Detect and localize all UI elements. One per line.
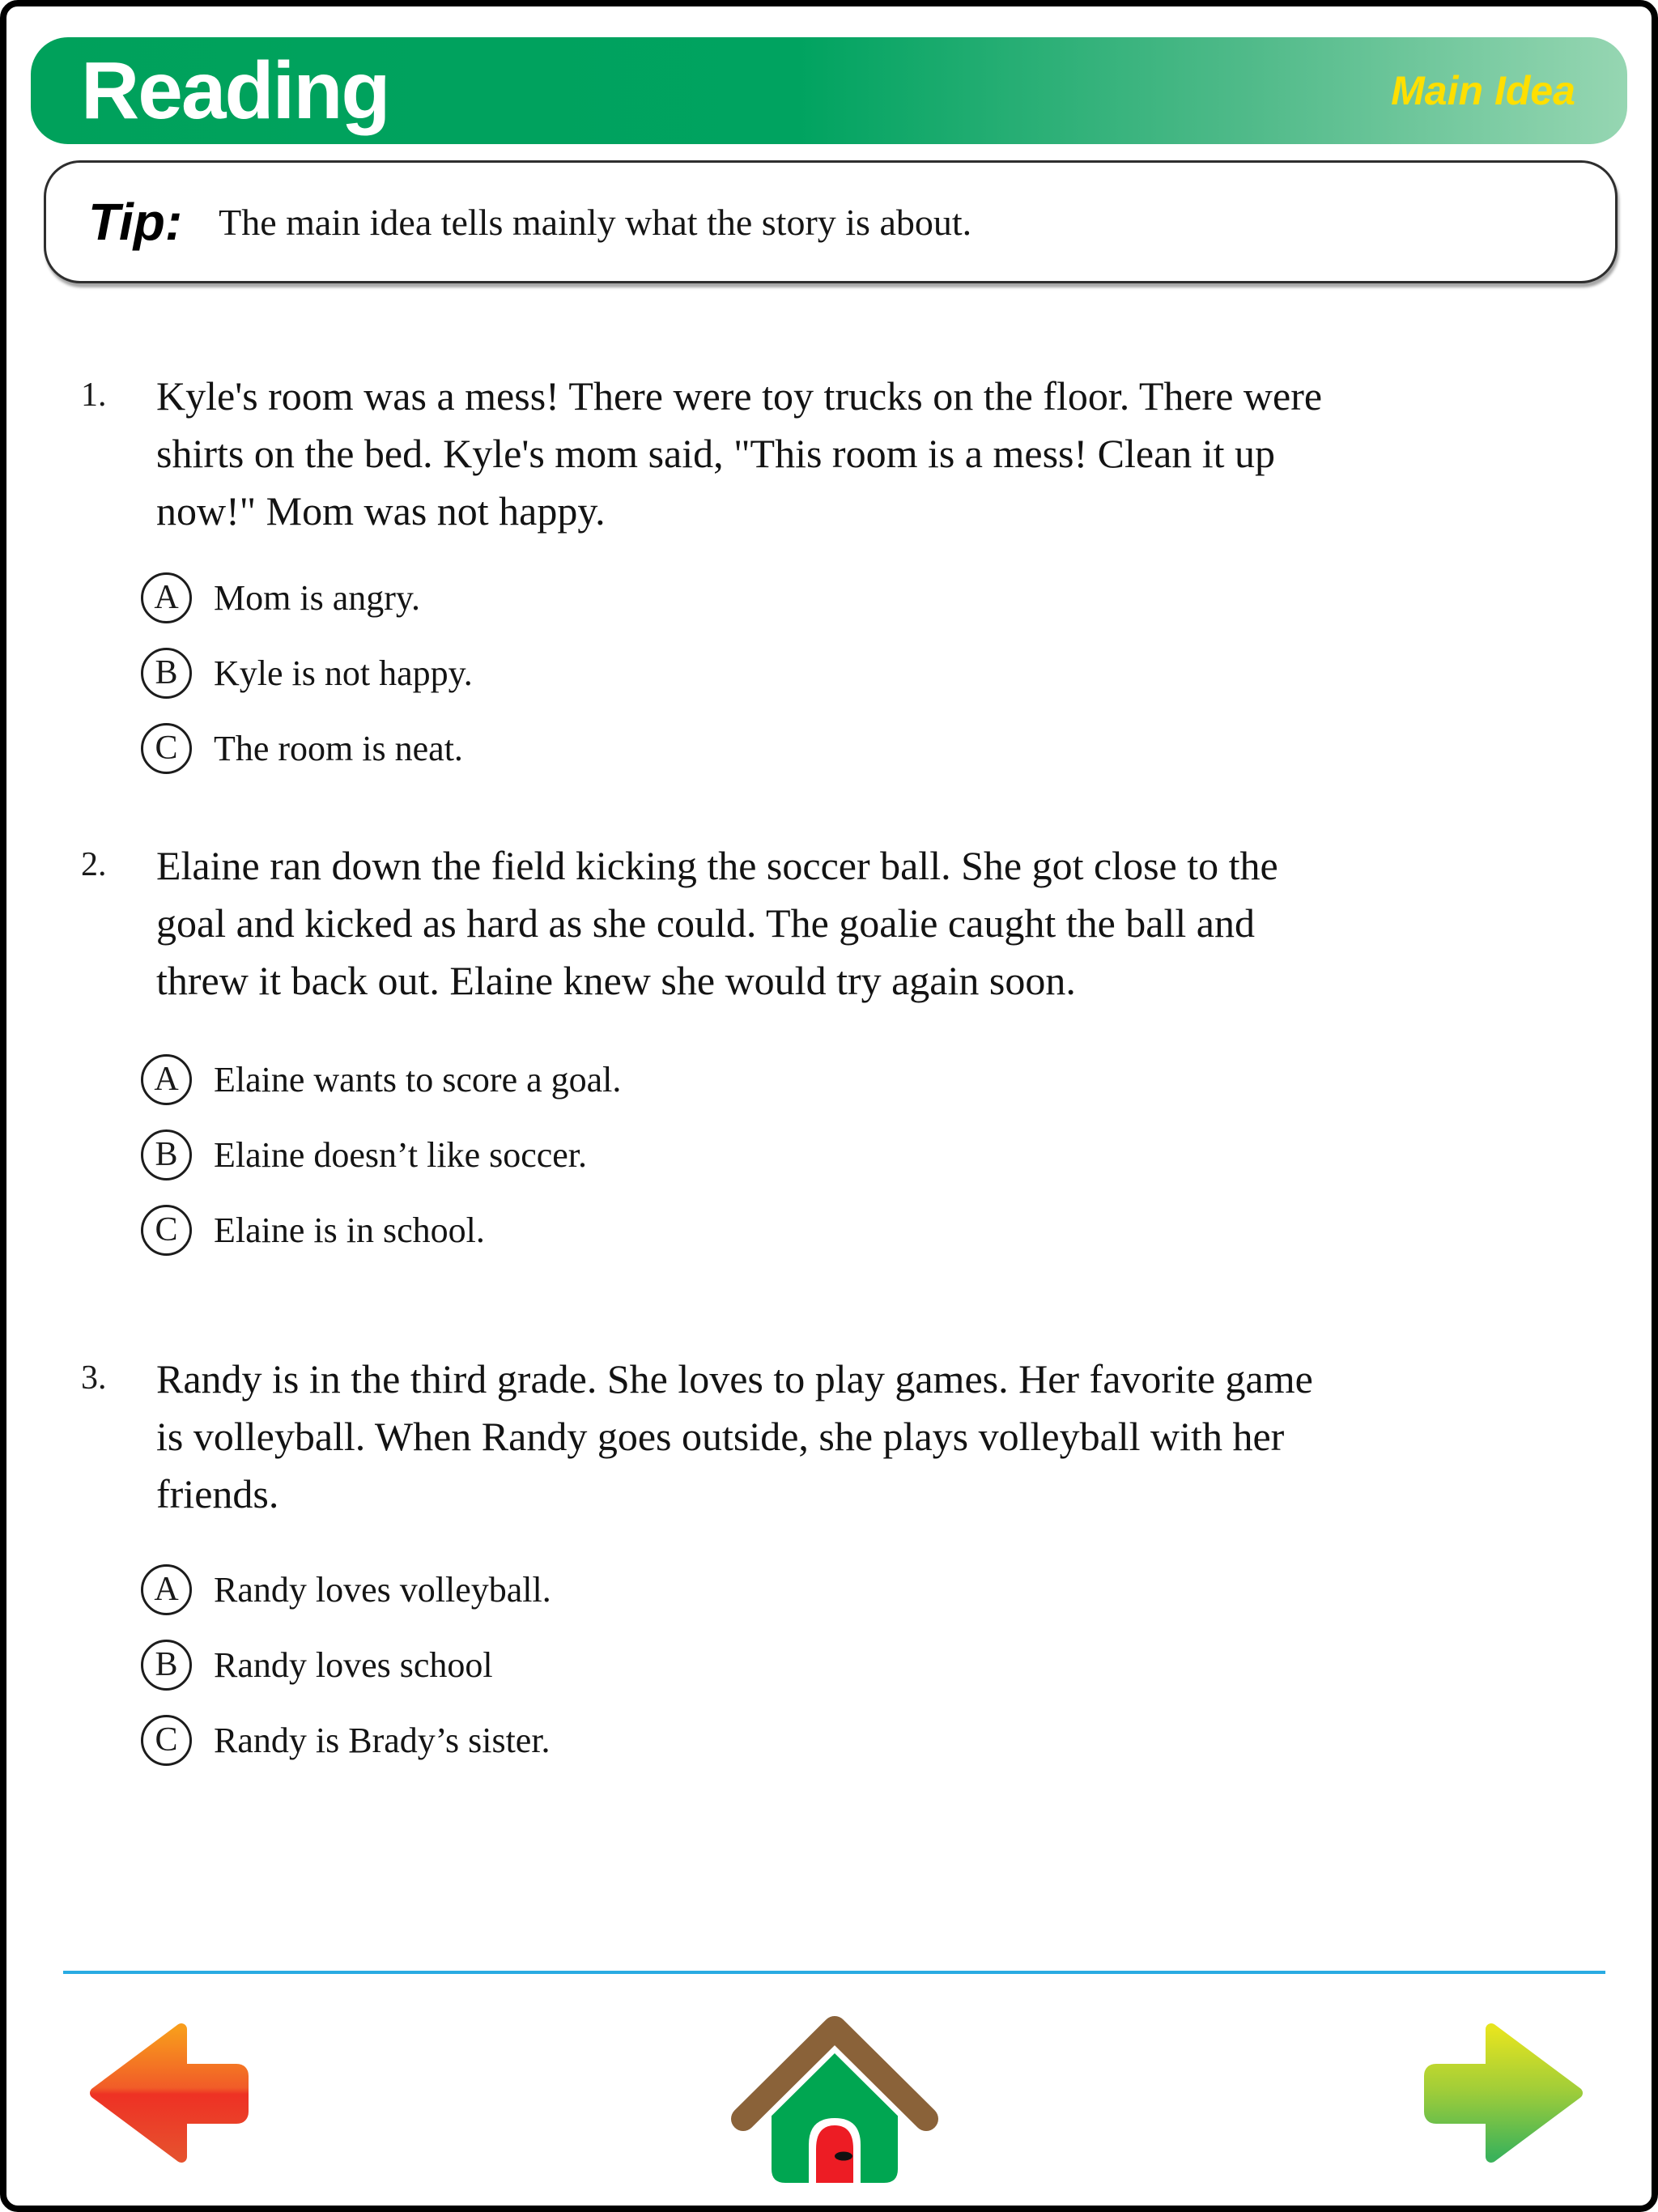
forward-button[interactable] bbox=[1418, 2016, 1585, 2170]
home-button[interactable] bbox=[725, 1996, 944, 2192]
option-text: The room is neat. bbox=[214, 728, 463, 768]
question-3 bbox=[6, 1351, 1652, 1767]
passage bbox=[156, 368, 1565, 540]
option-text: Randy loves school bbox=[214, 1644, 493, 1685]
question-1 bbox=[6, 368, 1652, 775]
options-list bbox=[141, 1053, 1652, 1257]
answer-option-a[interactable] bbox=[141, 1053, 1652, 1106]
option-bubble: C bbox=[141, 1205, 192, 1256]
option-text: Elaine doesn’t like soccer. bbox=[214, 1134, 588, 1175]
tip-label: Tip: bbox=[88, 193, 183, 251]
passage-line: threw it back out. Elaine knew she would try again soon. bbox=[156, 958, 1076, 1003]
answer-option-b[interactable] bbox=[141, 1638, 1652, 1691]
answer-option-c[interactable] bbox=[141, 1203, 1652, 1257]
answer-option-c[interactable] bbox=[141, 1713, 1652, 1767]
option-bubble: A bbox=[141, 1054, 192, 1105]
option-text: Mom is angry. bbox=[214, 577, 421, 618]
door-handle bbox=[835, 2152, 852, 2161]
option-bubble: B bbox=[141, 1640, 192, 1691]
divider-line bbox=[63, 1971, 1605, 1974]
tip-text: The main idea tells mainly what the story is about. bbox=[219, 201, 972, 243]
passage bbox=[156, 837, 1565, 1010]
question-number: 1. bbox=[81, 376, 107, 414]
question-number: 2. bbox=[81, 846, 107, 883]
answer-option-a[interactable] bbox=[141, 1563, 1652, 1616]
passage-line: shirts on the bed. Kyle's mom said, "This room is a mess! Clean it up bbox=[156, 431, 1276, 476]
option-text: Elaine is in school. bbox=[214, 1210, 485, 1250]
back-arrow-icon bbox=[87, 2016, 249, 2170]
option-text: Randy loves volleyball. bbox=[214, 1569, 551, 1610]
passage-line: Randy is in the third grade. She loves to play games. Her favorite game bbox=[156, 1356, 1313, 1402]
header-bar bbox=[31, 37, 1627, 144]
option-bubble: C bbox=[141, 1715, 192, 1766]
home-icon bbox=[725, 1996, 944, 2192]
question-2 bbox=[6, 837, 1652, 1257]
passage-line: Kyle's room was a mess! There were toy trucks on the floor. There were bbox=[156, 373, 1323, 419]
passage-line: Elaine ran down the field kicking the soccer ball. She got close to the bbox=[156, 843, 1278, 888]
answer-option-c[interactable] bbox=[141, 721, 1652, 775]
forward-arrow-icon bbox=[1418, 2016, 1585, 2170]
option-bubble: A bbox=[141, 1564, 192, 1615]
back-button[interactable] bbox=[87, 2016, 249, 2170]
passage-line: friends. bbox=[156, 1471, 279, 1516]
answer-option-a[interactable] bbox=[141, 571, 1652, 624]
question-number: 3. bbox=[81, 1359, 107, 1397]
option-text: Elaine wants to score a goal. bbox=[214, 1059, 622, 1100]
page-title: Reading bbox=[81, 45, 389, 136]
option-text: Randy is Brady’s sister. bbox=[214, 1720, 551, 1760]
options-list bbox=[141, 1563, 1652, 1767]
lesson-badge: Main Idea bbox=[1391, 68, 1575, 113]
options-list bbox=[141, 571, 1652, 775]
option-text: Kyle is not happy. bbox=[214, 653, 473, 693]
passage-line: now!" Mom was not happy. bbox=[156, 488, 606, 534]
passage bbox=[156, 1351, 1565, 1523]
passage-line: is volleyball. When Randy goes outside, she plays volleyball with her bbox=[156, 1414, 1285, 1459]
option-bubble: B bbox=[141, 648, 192, 699]
option-bubble: B bbox=[141, 1129, 192, 1180]
passage-line: goal and kicked as hard as she could. The goalie caught the ball and bbox=[156, 900, 1255, 946]
tip-box bbox=[44, 160, 1618, 283]
option-bubble: C bbox=[141, 723, 192, 774]
answer-option-b[interactable] bbox=[141, 1128, 1652, 1181]
answer-option-b[interactable] bbox=[141, 646, 1652, 700]
option-bubble: A bbox=[141, 572, 192, 623]
